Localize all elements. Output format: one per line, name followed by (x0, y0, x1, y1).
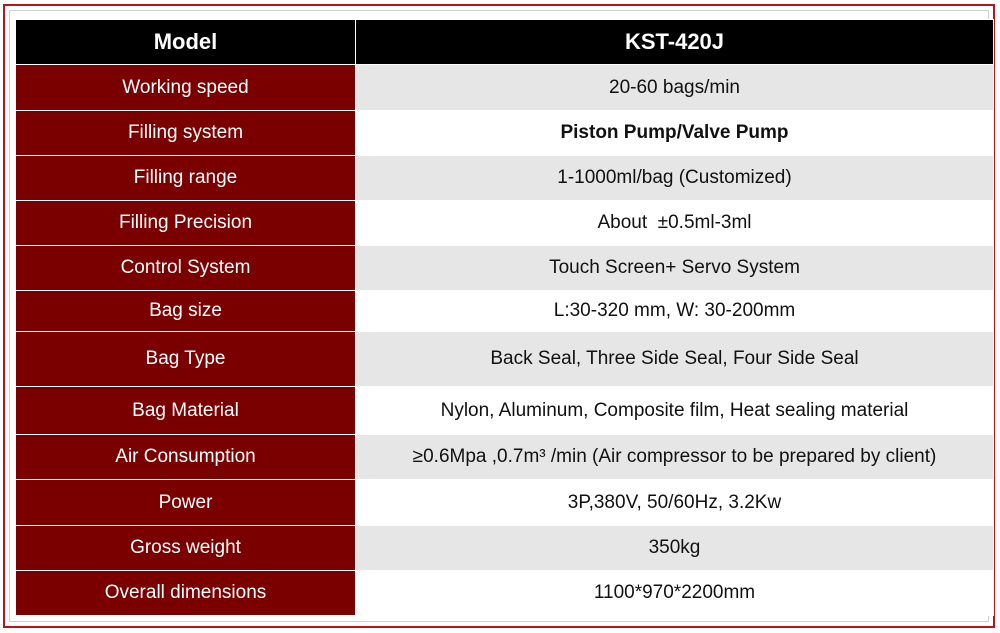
row-label: Bag size (16, 291, 356, 332)
table-row (16, 571, 994, 616)
row-label: Bag Material (16, 387, 356, 435)
table-row (16, 291, 994, 332)
row-label: Bag Type (16, 332, 356, 387)
row-value: 1100*970*2200mm (356, 571, 994, 616)
spec-table (15, 19, 994, 616)
row-label: Gross weight (16, 526, 356, 571)
row-label: Working speed (16, 65, 356, 111)
row-value: Piston Pump/Valve Pump (356, 111, 994, 156)
row-label: Filling range (16, 156, 356, 201)
row-value: 20-60 bags/min (356, 65, 994, 111)
row-label: Air Consumption (16, 435, 356, 480)
table-row (16, 65, 994, 111)
row-value: 350kg (356, 526, 994, 571)
model-header-value: KST-420J (356, 20, 994, 65)
row-value: 1-1000ml/bag (Customized) (356, 156, 994, 201)
table-row (16, 156, 994, 201)
row-value: 3P,380V, 50/60Hz, 3.2Kw (356, 480, 994, 526)
row-label: Power (16, 480, 356, 526)
row-value: L:30-320 mm, W: 30-200mm (356, 291, 994, 332)
row-label: Overall dimensions (16, 571, 356, 616)
table-row (16, 387, 994, 435)
spec-frame (3, 4, 995, 628)
row-label: Filling system (16, 111, 356, 156)
table-row (16, 111, 994, 156)
row-value: Nylon, Aluminum, Composite film, Heat sealing material (356, 387, 994, 435)
row-value: Touch Screen+ Servo System (356, 246, 994, 291)
table-row (16, 435, 994, 480)
row-label: Filling Precision (16, 201, 356, 246)
row-value: Back Seal, Three Side Seal, Four Side Seal (356, 332, 994, 387)
row-label: Control System (16, 246, 356, 291)
table-row (16, 246, 994, 291)
table-row (16, 201, 994, 246)
row-value: About ±0.5ml-3ml (356, 201, 994, 246)
table-row (16, 526, 994, 571)
header-row (16, 20, 994, 65)
table-row (16, 332, 994, 387)
table-row (16, 480, 994, 526)
model-header-label: Model (16, 20, 356, 65)
row-value: ≥0.6Mpa ,0.7m³ /min (Air compressor to be prepared by client) (356, 435, 994, 480)
